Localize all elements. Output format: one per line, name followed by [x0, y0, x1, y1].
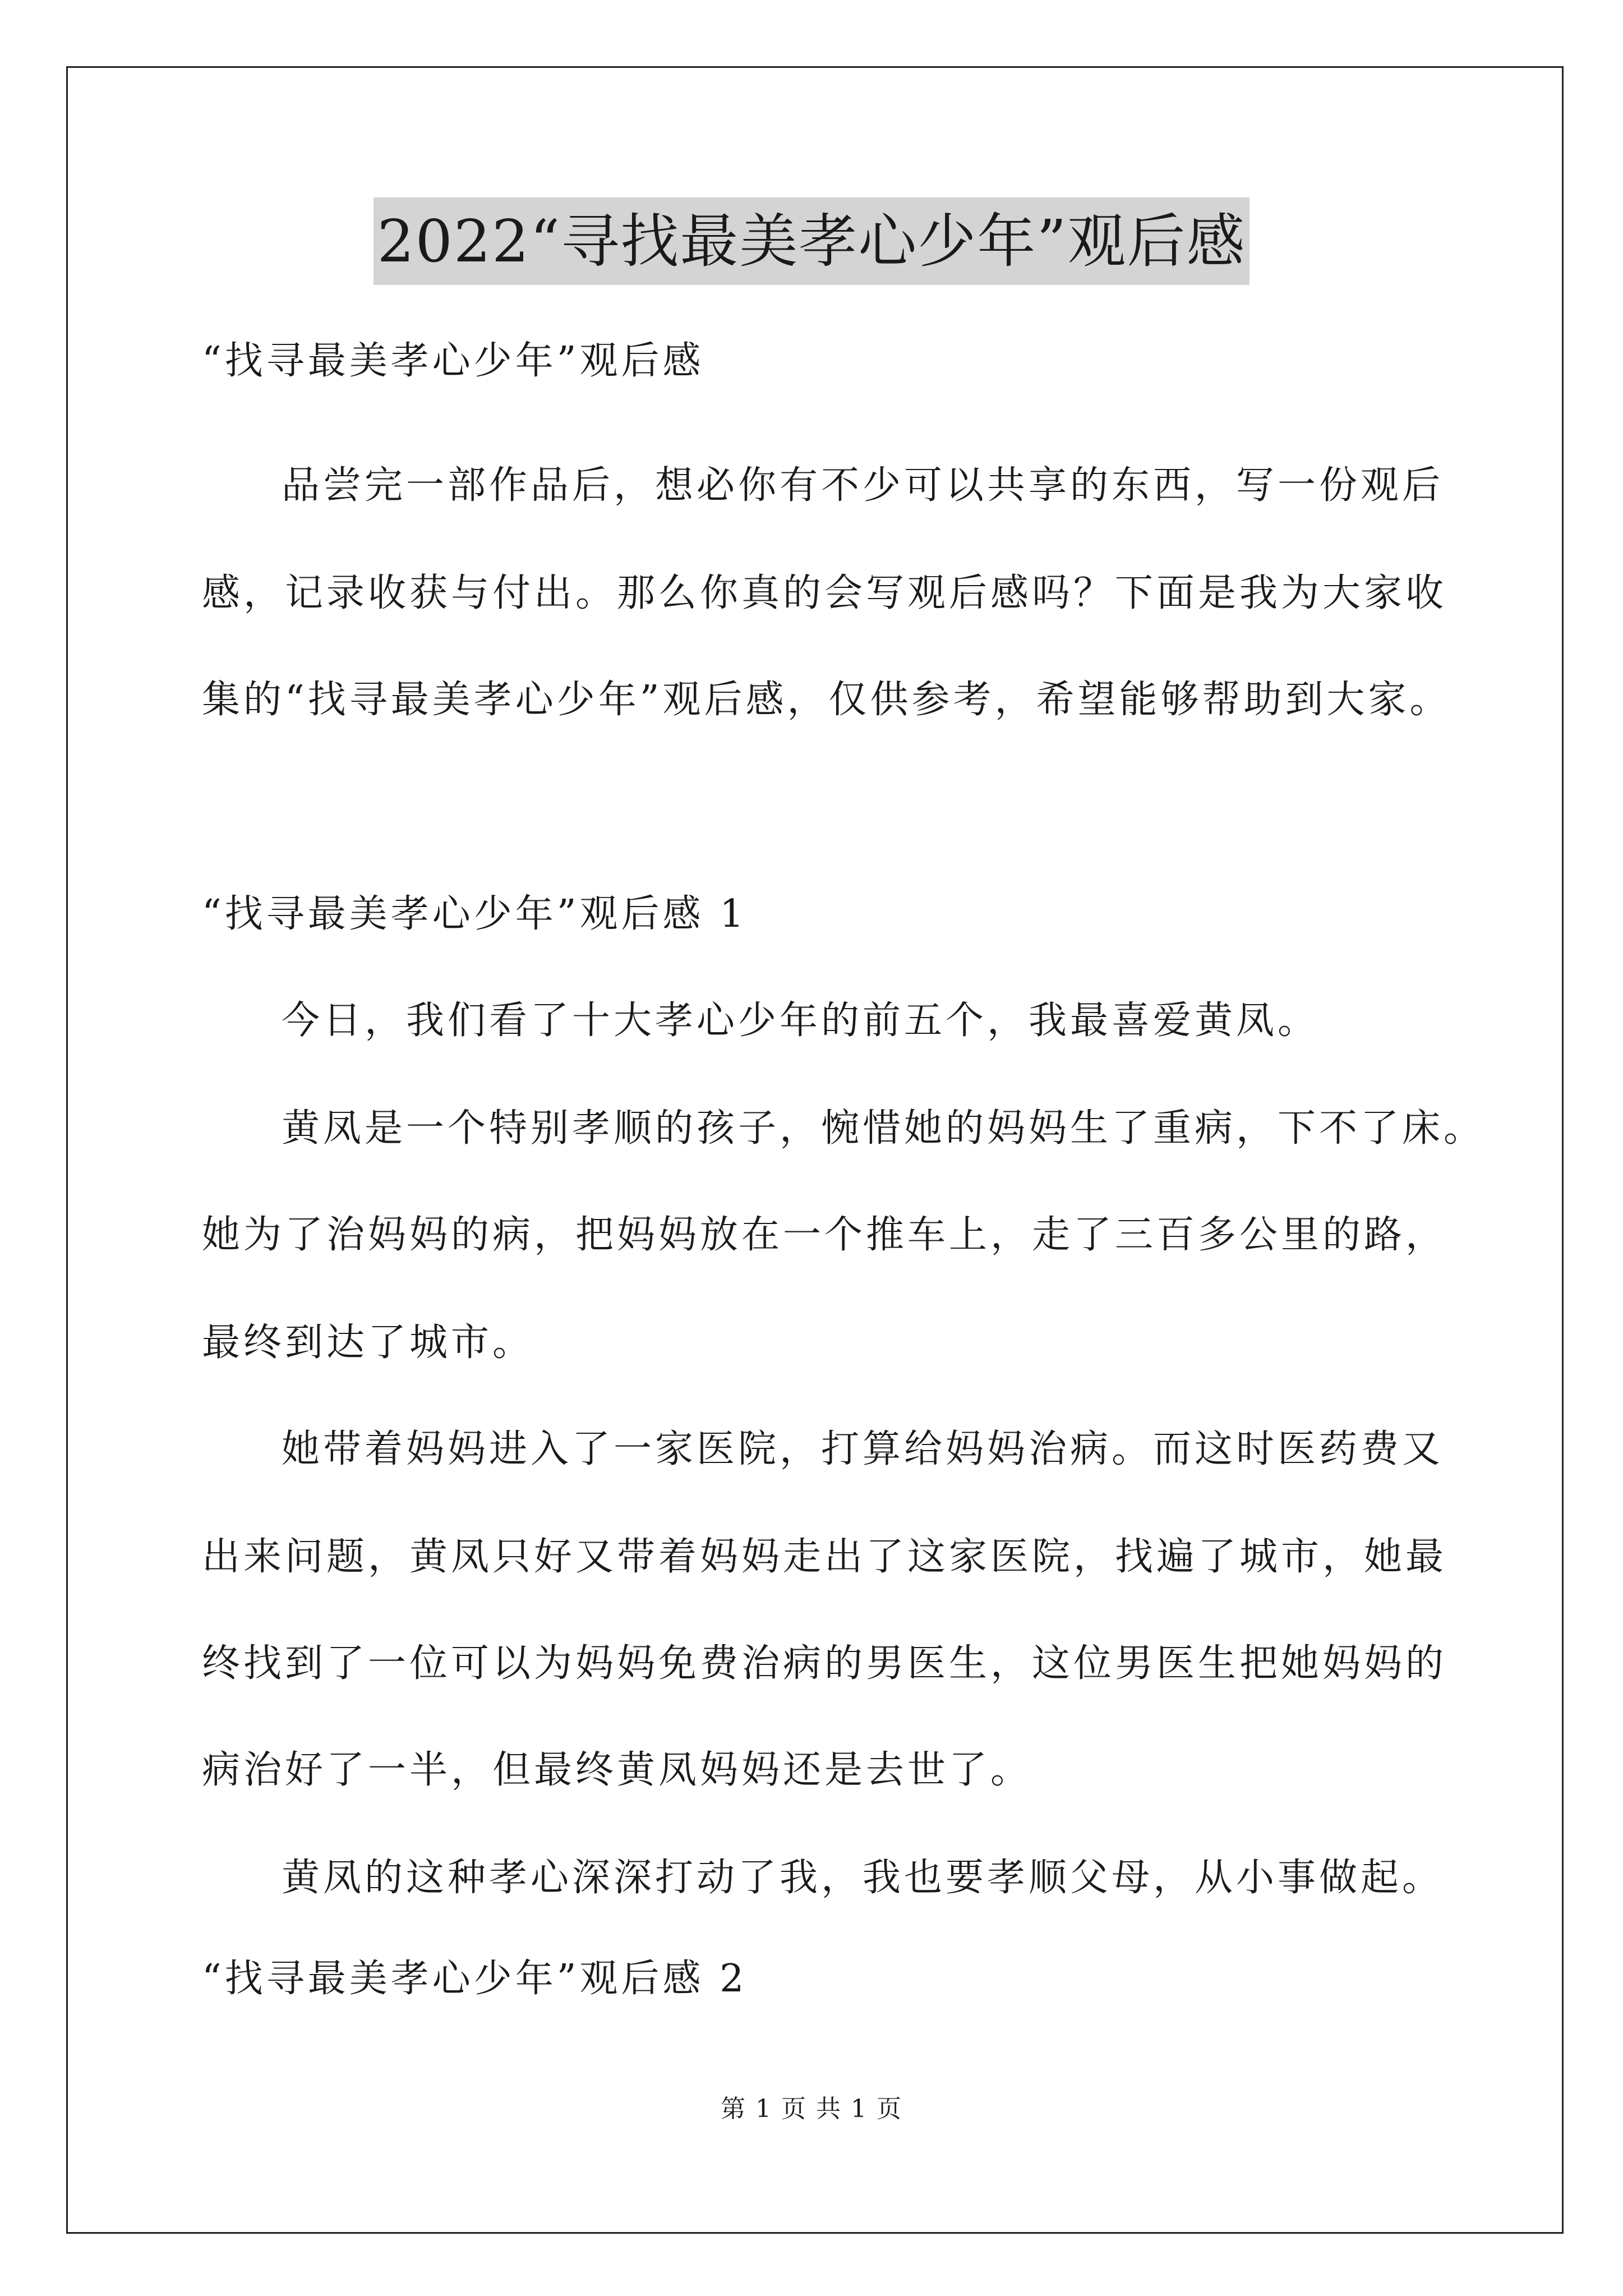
paragraph-line: 她带着妈妈进入了一家医院，打算给妈妈治病。而这时医药费又 — [282, 1427, 1444, 1471]
paragraph-line: 黄凤的这种孝心深深打动了我，我也要孝顺父母，从小事做起。 — [282, 1856, 1444, 1900]
section-heading: “找寻最美孝心少年”观后感 1 — [202, 892, 748, 936]
paragraph-line: 感，记录收获与付出。那么你真的会写观后感吗？下面是我为大家收 — [202, 571, 1447, 615]
paragraph-line: 她为了治妈妈的病，把妈妈放在一个推车上，走了三百多公里的路， — [202, 1213, 1447, 1257]
paragraph-line: 今日，我们看了十大孝心少年的前五个，我最喜爱黄凤。 — [282, 999, 1320, 1043]
paragraph-line: 最终到达了城市。 — [202, 1320, 534, 1365]
subtitle-line: “找寻最美孝心少年”观后感 — [202, 339, 704, 383]
document-title: 2022“寻找最美孝心少年”观后感 — [374, 197, 1249, 285]
paragraph-line: 终找到了一位可以为妈妈免费治病的男医生，这位男医生把她妈妈的 — [202, 1641, 1447, 1686]
page-footer: 第 1 页 共 1 页 — [721, 2095, 902, 2123]
paragraph-line: 集的“找寻最美孝心少年”观后感，仅供参考，希望能够帮助到大家。 — [202, 678, 1451, 722]
paragraph-line: 病治好了一半，但最终黄凤妈妈还是去世了。 — [202, 1748, 1032, 1792]
title-container — [0, 197, 1623, 285]
paragraph-line: 品尝完一部作品后，想必你有不少可以共享的东西，写一份观后 — [282, 463, 1444, 508]
section-heading: “找寻最美孝心少年”观后感 2 — [202, 1957, 748, 2001]
paragraph-line: 出来问题，黄凤只好又带着妈妈走出了这家医院，找遍了城市，她最 — [202, 1535, 1447, 1579]
paragraph-line: 黄凤是一个特别孝顺的孩子，惋惜她的妈妈生了重病，下不了床。 — [282, 1106, 1486, 1151]
